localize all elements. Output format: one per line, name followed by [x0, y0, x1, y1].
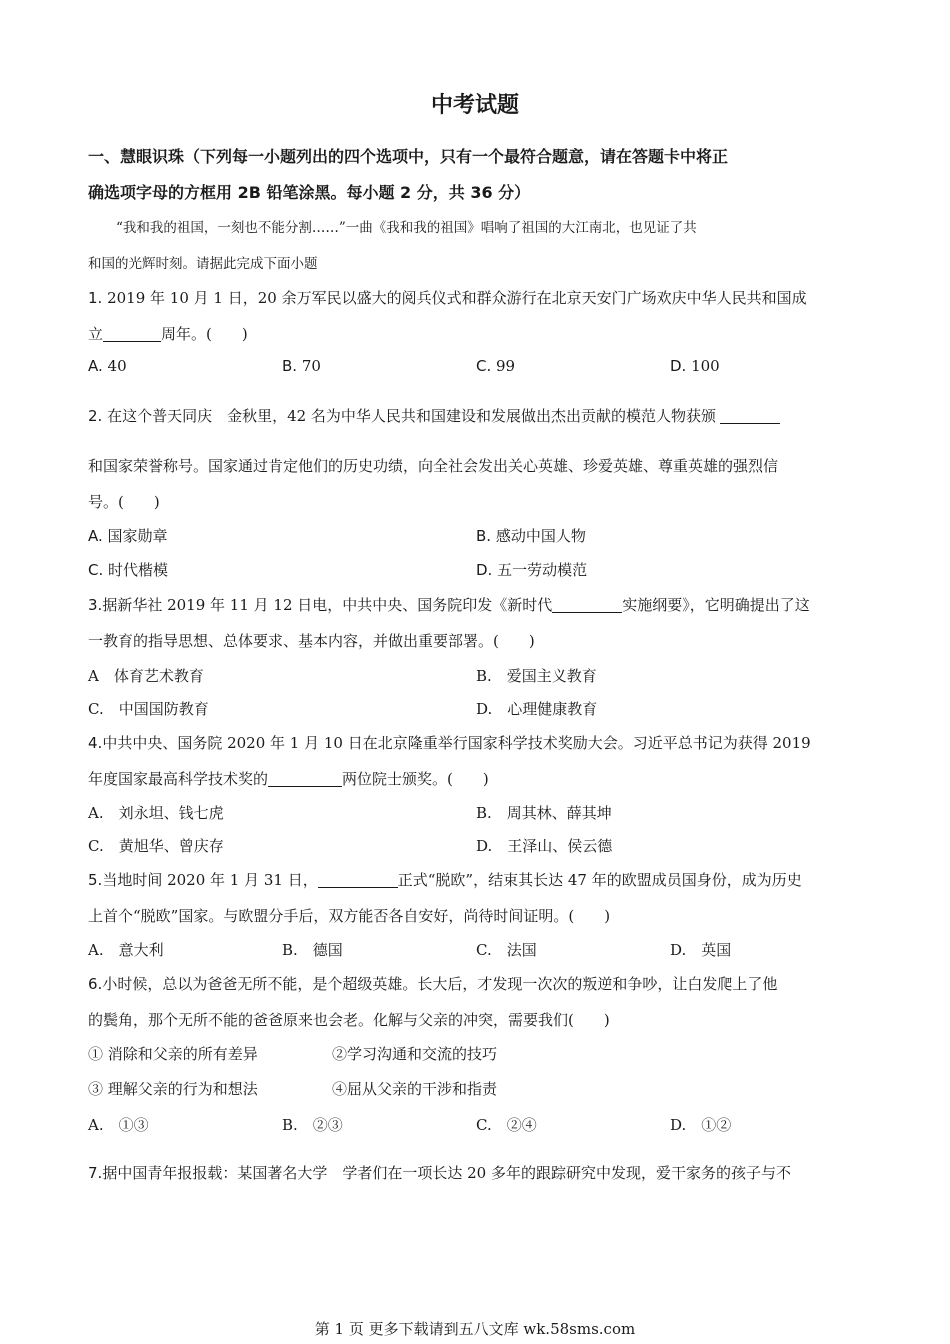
question-5-option-c: C. 法国: [476, 941, 537, 959]
question-3-line1: 3.据新华社 2019 年 11 月 12 日电，中共中央、国务院印发《新时代 实施纲要》，它明确提出了这: [88, 596, 810, 614]
question-2-option-d: D. 五一劳动模范: [476, 561, 588, 579]
question-1-line1: 1. 2019 年 10 月 1 日，20 余万军民以盛大的阅兵仪式和群众游行在北京天安门广场欢庆中华人民共和国成: [88, 289, 807, 307]
question-number: 5.: [88, 871, 103, 889]
question-5-option-a: A. 意大利: [88, 941, 164, 959]
question-1-option-c: C. 99: [476, 357, 516, 375]
question-3-option-b: B. 爱国主义教育: [476, 667, 597, 685]
answer-blank: [268, 771, 342, 787]
question-4-line1: 4.中共中央、国务院 2020 年 1 月 10 日在北京隆重举行国家科学技术奖励大会。习近平总书记为获得 2019: [88, 734, 811, 752]
question-6-option-b: B. ②③: [282, 1116, 343, 1134]
question-6-option-c: C. ②④: [476, 1116, 537, 1134]
question-3-option-c: C. 中国国防教育: [88, 700, 209, 718]
question-6-item-3: ③ 理解父亲的行为和想法: [88, 1080, 258, 1098]
answer-blank: [552, 597, 622, 613]
question-2-line1: 2. 在这个普天同庆 金秋里，42 名为中华人民共和国建设和发展做出杰出贡献的模范人物获颁: [88, 405, 780, 426]
section-heading-line2: 确选项字母的方框用 2B 铅笔涂黑。每小题 2 分，共 36 分）: [88, 183, 531, 202]
question-6-option-a: A. ①③: [88, 1116, 149, 1134]
question-5-line2: 上首个“脱欧”国家。与欧盟分手后，双方能否各自安好，尚待时间证明。( ): [88, 907, 611, 925]
question-number: 2.: [88, 407, 103, 425]
question-6-line1: 6.小时候，总以为爸爸无所不能，是个超级英雄。长大后，才发现一次次的叛逆和争吵，让白发爬上了他: [88, 975, 778, 993]
question-3-option-d: D. 心理健康教育: [476, 700, 598, 718]
question-number: 3.: [88, 596, 103, 614]
answer-blank: [318, 872, 398, 888]
question-number: 1.: [88, 289, 103, 307]
question-2-option-b: B. 感动中国人物: [476, 527, 586, 545]
question-2-option-c: C. 时代楷模: [88, 561, 169, 579]
question-6-item-4: ④屈从父亲的干涉和指责: [332, 1080, 498, 1098]
intro-line1: “我和我的祖国，一刻也不能分割……”一曲《我和我的祖国》唱响了祖国的大江南北，也见证了共: [116, 220, 697, 236]
question-6-line2: 的鬓角，那个无所不能的爸爸原来也会老。化解与父亲的冲突，需要我们( ): [88, 1011, 610, 1029]
question-1-option-b: B. 70: [282, 357, 321, 375]
section-heading-line1: 一、慧眼识珠（下列每一小题列出的四个选项中，只有一个最符合题意，请在答题卡中将正: [88, 147, 729, 166]
question-1-option-a: A. 40: [88, 357, 127, 375]
question-5-line1: 5.当地时间 2020 年 1 月 31 日， 正式“脱欧”，结束其长达 47 年的欧盟成员国身份，成为历史: [88, 871, 802, 889]
question-4-option-b: B. 周其林、薛其坤: [476, 804, 612, 822]
question-6-option-d: D. ①②: [670, 1116, 732, 1134]
question-7-line1: 7.据中国青年报报载：某国著名大学 学者们在一项长达 20 多年的跟踪研究中发现，爱干家务的孩子与不: [88, 1164, 791, 1182]
intro-line2: 和国的光辉时刻。请据此完成下面小题: [88, 256, 318, 272]
question-6-item-2: ②学习沟通和交流的技巧: [332, 1045, 498, 1063]
answer-blank: [103, 326, 161, 342]
question-4-option-d: D. 王泽山、侯云德: [476, 837, 613, 855]
question-2-line2: 和国家荣誉称号。国家通过肯定他们的历史功绩，向全社会发出关心英雄、珍爱英雄、尊重英雄的强烈信: [88, 457, 779, 475]
question-1-line2: 立 周年。( ): [88, 325, 248, 343]
question-5-option-d: D. 英国: [670, 941, 732, 959]
answer-blank: [720, 408, 780, 424]
question-number: 7.: [88, 1164, 103, 1182]
question-3-option-a: A 体育艺术教育: [88, 667, 204, 685]
question-4-line2: 年度国家最高科学技术奖的 两位院士颁奖。( ): [88, 770, 489, 788]
question-3-line2: 一教育的指导思想、总体要求、基本内容，并做出重要部署。( ): [88, 632, 535, 650]
question-number: 4.: [88, 734, 103, 752]
question-6-item-1: ① 消除和父亲的所有差异: [88, 1045, 258, 1063]
question-number: 6.: [88, 975, 103, 993]
question-5-option-b: B. 德国: [282, 941, 343, 959]
question-1-option-d: D. 100: [670, 357, 720, 375]
question-4-option-c: C. 黄旭华、曾庆存: [88, 837, 224, 855]
question-2-line3: 号。( ): [88, 493, 160, 511]
page-footer: 第 1 页 更多下载请到五八文库 wk.58sms.com: [314, 1320, 636, 1338]
question-4-option-a: A. 刘永坦、钱七虎: [88, 804, 224, 822]
question-2-option-a: A. 国家勋章: [88, 527, 168, 545]
page-title: 中考试题: [430, 93, 519, 118]
